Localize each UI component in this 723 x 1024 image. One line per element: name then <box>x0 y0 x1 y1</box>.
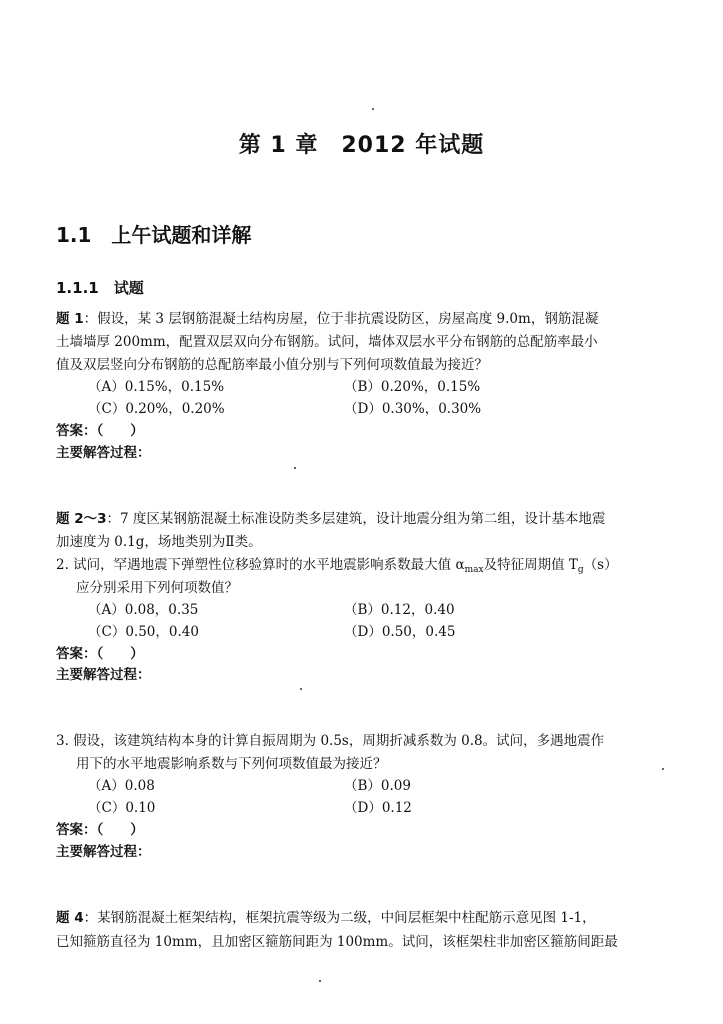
q2-option-b: （B）0.12，0.40 <box>344 602 455 618</box>
q1-option-b: （B）0.20%，0.15% <box>344 379 481 395</box>
q2-option-c: （C）0.50，0.40 <box>88 624 199 640</box>
q2-line-1 <box>56 555 618 577</box>
q2-answer-label: 答案：（ ） <box>56 646 144 662</box>
q2-line-2: 应分别采用下列何项数值？ <box>76 580 238 596</box>
q3-answer-label: 答案：（ ） <box>56 822 144 838</box>
q4-text-1: ：某钢筋混凝土框架结构，框架抗震等级为二级，中间层框架中柱配筋示意见图 1-1， <box>83 910 596 926</box>
q1-answer-label: 答案：（ ） <box>56 423 144 439</box>
q1-line-1 <box>56 309 598 329</box>
subsection-title: 1.1.1 试题 <box>56 279 144 297</box>
q3-process-label: 主要解答过程： <box>56 844 151 860</box>
q23-label: 题 2～3 <box>56 511 107 527</box>
q3-line-2: 用下的水平地震影响系数与下列何项数值最为接近？ <box>76 756 387 772</box>
q3-line-1: 3. 假设，该建筑结构本身的计算自振周期为 0.5s，周期折减系数为 0.8。试问，多遇地震作 <box>56 733 605 749</box>
q4-line-1 <box>56 908 596 928</box>
scan-speck <box>300 688 302 690</box>
q1-label: 题 1 <box>56 311 84 327</box>
q3-option-b: （B）0.09 <box>344 778 411 794</box>
q1-process-label: 主要解答过程： <box>56 445 151 461</box>
q2-option-d: （D）0.50，0.45 <box>344 624 456 640</box>
q3-option-a: （A）0.08 <box>88 778 155 794</box>
q23-line-2: 加速度为 0.1g，场地类别为Ⅱ类。 <box>56 534 262 550</box>
q1-line-3: 值及双层竖向分布钢筋的总配筋率最小值分别与下列何项数值最为接近？ <box>56 357 488 373</box>
section-title: 1.1 上午试题和详解 <box>56 223 252 247</box>
q1-line-2: 土墙墙厚 200mm，配置双层双向分布钢筋。试问，墙体双层水平分布钢筋的总配筋率最小 <box>56 334 598 350</box>
q2-text-b: 及特征周期值 T <box>483 557 578 573</box>
scan-speck <box>662 768 664 770</box>
scan-speck <box>319 980 321 982</box>
q3-option-c: （C）0.10 <box>88 800 156 816</box>
q3-option-d: （D）0.12 <box>344 800 412 816</box>
scan-speck <box>372 108 374 110</box>
q23-text-1: ：7 度区某钢筋混凝土标准设防类多层建筑，设计地震分组为第二组，设计基本地震 <box>106 511 606 527</box>
scan-speck <box>294 467 296 469</box>
q2-option-a: （A）0.08，0.35 <box>88 602 199 618</box>
q1-text-1: ：假设，某 3 层钢筋混凝土结构房屋，位于非抗震设防区，房屋高度 9.0m，钢筋混凝 <box>83 311 599 327</box>
q4-line-2: 已知箍筋直径为 10mm，且加密区箍筋间距为 100mm。试问，该框架柱非加密区箍筋间距最 <box>56 934 618 950</box>
q1-option-c: （C）0.20%，0.20% <box>88 401 225 417</box>
q2-text-a: 2. 试问，罕遇地震下弹塑性位移验算时的水平地震影响系数最大值 α <box>56 557 465 573</box>
q1-option-d: （D）0.30%，0.30% <box>344 401 482 417</box>
q2-sub-max: max <box>464 565 484 575</box>
chapter-title: 第 1 章 2012 年试题 <box>238 133 485 158</box>
q2-process-label: 主要解答过程： <box>56 667 151 683</box>
q2-text-c: （s） <box>583 557 618 573</box>
q4-label: 题 4 <box>56 910 84 926</box>
q23-line-1 <box>56 509 605 529</box>
q1-option-a: （A）0.15%，0.15% <box>88 379 225 395</box>
q2-sub-g: g <box>577 565 584 575</box>
